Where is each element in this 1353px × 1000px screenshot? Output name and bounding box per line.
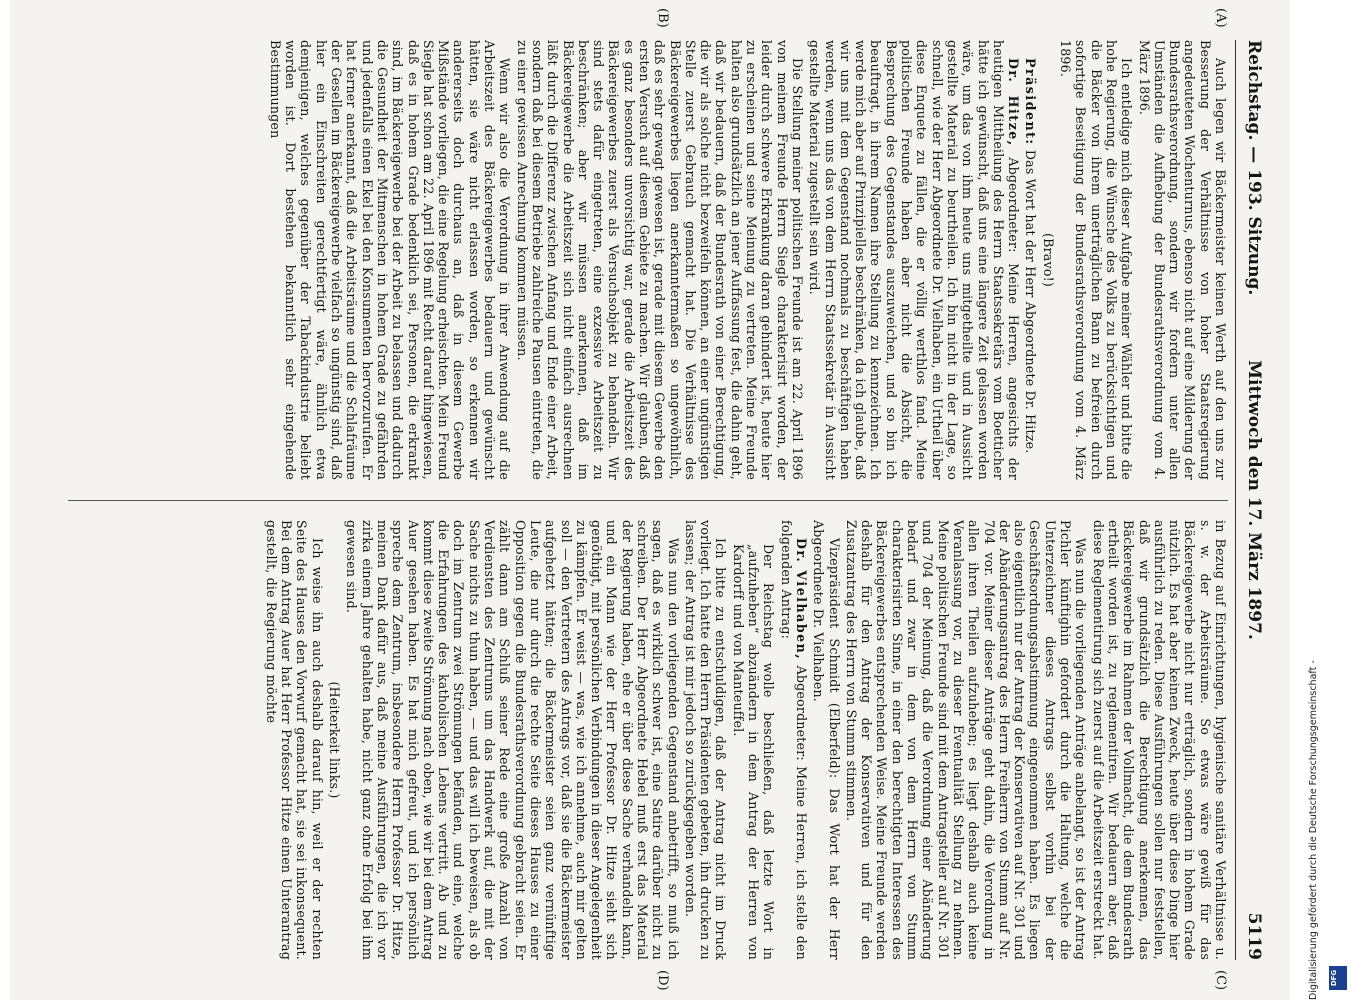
dfg-logo (1329, 966, 1347, 990)
speech-text: Das Wort hat der Herr Abgeordnete Dr. Hitze. (1023, 149, 1039, 454)
margin-marker-c: (C) (1213, 970, 1228, 991)
right-column (58, 520, 1228, 960)
paragraph (807, 40, 1021, 480)
left-column (58, 40, 1228, 480)
motion-text: Der Reichstag wolle beschließen, daß letzte Wort in „aufzuheben“ abzuändern in dem Antrag der Herren von Kardorff und von Manteuffel. (730, 544, 777, 960)
margin-marker-b: (B) (655, 8, 670, 28)
paragraph: in Bezug auf Einrichtungen, hygienische sanitäre Verhältnisse u. s. w. der Arbeitsräume. So etwas wäre gewiß für das Bäckereigewerbe nicht nur erträglich, sondern in hohem Grade nützlich. Es hat aber keinen Zweck, heute über diese Dinge hier ausführlich zu reden. Diese Ausführungen sollen nur feststellen, daß wir grundsätzlich die Berechtigung anerkennen, das Bäckereigewerbe im Rahmen der Vollmacht, die dem Bundesrath ertheilt worden ist, zu reglementiren. Wir bedauern aber, daß diese Reglementirung sich zuerst auf die Arbeitszeit erstreckt hat. (1090, 520, 1228, 960)
paragraph: Vizepräsident Schmidt (Elberfeld): Das Wort hat der Herr Abgeordnete Dr. Vielhaben. (811, 520, 842, 960)
interjection: (Heiterkeit links.) (327, 681, 343, 799)
header-date: Mittwoch den 17. März 1897. (1244, 360, 1264, 640)
header-page-number: 5119 (1244, 912, 1264, 960)
dfg-logo-text: DFG (1330, 969, 1339, 987)
column-divider (68, 500, 1228, 501)
speech-text: Abgeordneter: Meine Herren, angesichts der heutigen Mittheilung des Herrn Staatssekretärs vom Boetticher hätte ich gewünscht, daß uns eine längere Zeit gelassen worden wäre, um das von ihm heute uns mitgetheilte und in Aussicht gestellte Material zu beurtheilen. Ich bin nicht in der Lage, so schnell, wie der Herr Abgeordnete Dr. Vielhaben, ein Urtheil über diese Enquete zu fällen, die er völlig werthlos fand. Meine politischen Freunde haben aber nicht die Absicht, die Besprechung des Gegenstandes auszuweichen, und so bin ich beauftragt, in ihrem Namen ihre Stellung zu kennzeichnen. Ich werde mich aber auf Prinzipielles beschränken, da ich glaube, daß wir uns mit dem Gegenstand nochmals zu beschäftigen haben werden, wenn uns das von dem Herrn Staatssekretär in Aussicht gestellte Material zugestellt sein wird. (807, 40, 1022, 480)
paragraph: Ich weise ihn auch deshalb darauf hin, weil er der rechten Seite des Hauses den Vorwurf gemacht hat, sie sei inkonsequent. Bei dem Antrag Auer hat Herr Professor Hitze einen Unterantrag gestellt, die Regierung möchte (263, 520, 325, 960)
header-session: Reichstag. — 193. Sitzung. (1244, 40, 1264, 296)
margin-marker-a: (A) (1213, 8, 1228, 28)
paragraph: Auch legen wir Bäckermeister keinen Werth auf den uns zur Besserung der Verhältnisse von hoher Staatsregierung angedeuteten Wochenturnus, ebenso nicht auf eine Milderung der Bundesrathsverordnung, sondern wir fordern unter allen Umständen die Aufhebung der Bundesrathsverordnung vom 4. März 1896. (1136, 40, 1228, 480)
digitization-note (1303, 0, 1325, 1000)
speaker-name: Präsident: (1023, 58, 1039, 146)
paragraph: Ich bitte zu entschuldigen, daß der Antrag nicht im Druck vorliegt. Ich hatte den Herrn Präsidenten gebeten, ihn drucken zu lassen; der Antrag ist mir jedoch so zurückgegeben worden. (682, 520, 729, 960)
speaker-name: Dr. Vielhaben, (793, 538, 809, 661)
margin-marker-d: (D) (655, 970, 670, 991)
paragraph: Was nun den vorliegenden Gegenstand anbetrifft, so muß ich sagen, daß es wirklich schwer ist, eine Satire darüber nicht zu schreiben. Der Herr Abgeordnete Hebel muß erst das Material der Regierung haben, ehe er über diese Sache verhandeln kann, und ein Mann wie der Herr Professor Dr. Hitze sieht sich genöthigt, mit persönlichen Verbindungen in dieser Angelegenheit zu kämpfen. Er weist — was, wie ich annehme, auch mir gelten soll — den Vertretern des Antrags vor, daß sie die Bäckermeister aufgehetzt hätten; die Bäckermeister seien ganz vernünftige Leute, die nur durch die rechte Seite dieses Hauses zu einer Opposition gegen die Bundesrathsverordnung gebracht seien. Er zählt dann am Schluß seiner Rede eine große Anzahl von Verdiensten des Zentrums um das Handwerk auf, die mit der Sache nichts zu thun haben, — und das will ich beweisen, als ob doch im Zentrum zwei Strömungen befänden, und eine, welche die Erfahrungen des katholischen Lebens vertritt. Ab und zu kommt diese zweite Strömung nach oben, wie wir bei dem Antrag Auer gesehen haben. Es hat mich gefreut, und ich persönlich spreche dem Zentrum, insbesondere Herrn Professor Dr. Hitze, meinen Dank dafür aus, daß meine Ausführungen, die ich vor zirka einem Jahre gehalten habe, nicht ganz ohne Erfolg bei ihm gewesen sind. (344, 520, 681, 960)
paragraph (778, 520, 809, 960)
speaker-name: Dr. Hitze, (1006, 58, 1022, 147)
speech-text: Abgeordneter: Meine Herren, ich stelle den folgenden Antrag: (778, 520, 809, 960)
paragraph (1023, 40, 1038, 480)
interjection: (Bravo!) (1040, 233, 1056, 287)
paragraph: Die Stellung meiner politischen Freunde ist am 22. April 1896 von meinem Freunde Herrn Siegle charakterisirt worden, der leider durch schwere Erkrankung daran gehindert ist, heute hier zu erscheinen und seine Meinung zu vertreten. Meine Freunde halten also grundsätzlich an jener Auffassung fest, die dahin geht, daß wir bedauern, daß der Bundesrath von einer Berechtigung, die wir als solche nicht bezweifeln können, an einer ungünstigen Stelle zuerst Gebrauch gemacht hat. Die Verhältnisse des Bäckereigewerbes liegen anerkanntermaßen so ungewöhnlich, daß es sehr gewagt gewesen ist, gerade mit diesem Gewerbe den ersten Versuch auf diesem Gebiete zu machen. Wir glauben, daß es ganz besonders unvorsichtig war, gerade die Arbeitszeit des Bäckereigewerbes zuerst als Versuchsobjekt zu behandeln. Wir sind stets dafür eingetreten, eine exzessive Arbeitszeit zu beschränken; aber wir müssen anerkennen, daß im Bäckereigewerbe die Arbeitszeit sich nicht einfach ausrechnen läßt durch die Differenz zwischen Anfang und Ende einer Arbeit, sondern daß bei diesem Betriebe zahlreiche Pausen eintreten, die zu einer gewissen Anrechnung kommen müssen. (514, 40, 805, 480)
rotated-newspaper-page (10, 0, 1290, 1000)
paragraph: Ich entledige mich dieser Aufgabe meiner Wähler und bitte die hohe Regierung, die Wünsche des Volks zu berücksichtigen und die Bäcker von ihrem unerträglichen Bann zu befreien durch sofortige Beseitigung der Bundesrathsverordnung vom 4. März 1896. (1058, 40, 1135, 480)
paragraph: Was nun die vorliegenden Anträge anbelangt, so ist der Antrag Pichler künftighin gefordert durch die Haltung, welche die Unterzeichner dieses Antrags selbst vorhin bei der Geschäftsordnungsabstimmung eingenommen haben. Es liegen also eigentlich nur der Antrag der Konservativen auf Nr. 301 und der Abänderungsantrag des Herrn Freiherrn von Stumm auf Nr. 704 vor. Meiner dieser Anträge geht dahin, die Verordnung in allen ihren Theilen aufzuheben; es liegt deshalb auch keine Veranlassung vor, zu dieser Eventualität Stellung zu nehmen. Meine politischen Freunde sind mit dem Antragsteller auf Nr. 301 und 704 der Meinung, daß die Verordnung einer Abänderung bedarf und zwar in dem von dem Herrn von Stumm charakterisirten Sinne, in einer den berechtigten Interessen des Bäckereigewerbes entsprechenden Weise. Meine Freunde werden deshalb für den Antrag der Konservativen und für den Zusatzantrag des Herrn von Stumm stimmen. (843, 520, 1089, 960)
page-header (1235, 40, 1270, 960)
digitization-text: Digitalisierung gefördert durch die Deutsche Forschungsgemeinschaft - (1308, 660, 1319, 1000)
paragraph: Wenn wir also die Verordnung in ihrer Anwendung auf die Arbeitszeit des Bäckereigewerbes bedauern und gewünscht hätten, sie wäre nicht erlassen worden, so erkennen wir andererseits doch durchaus an, daß in diesem Gewerbe Mißstände vorliegen, die eine Regelung erheischten. Mein Freund Siegle hat schon am 22. April 1896 mit Recht darauf hingewiesen, daß es in hohem Grade bedenklich sei, Personen, die erkrankt sind, im Bäckereigewerbe bei der Arbeit zu belassen und dadurch die Gesundheit der Mitmenschen in hohem Grade zu gefährden und jedenfalls einen Ekel bei den Konsumenten hervorzurufen. Er hat ferner anerkannt, daß die Arbeitsräume und die Schlafräume der Gesellen im Bäckereigewerbe vielfach so ungünstig sind, daß hier ein Einschreiten gerechtfertigt wäre, ähnlich etwa demjenigen, welches gegenüber der Tabackindustrie beliebt worden ist. Dort bestehen bekanntlich sehr eingehende Bestimmungen (267, 40, 513, 480)
